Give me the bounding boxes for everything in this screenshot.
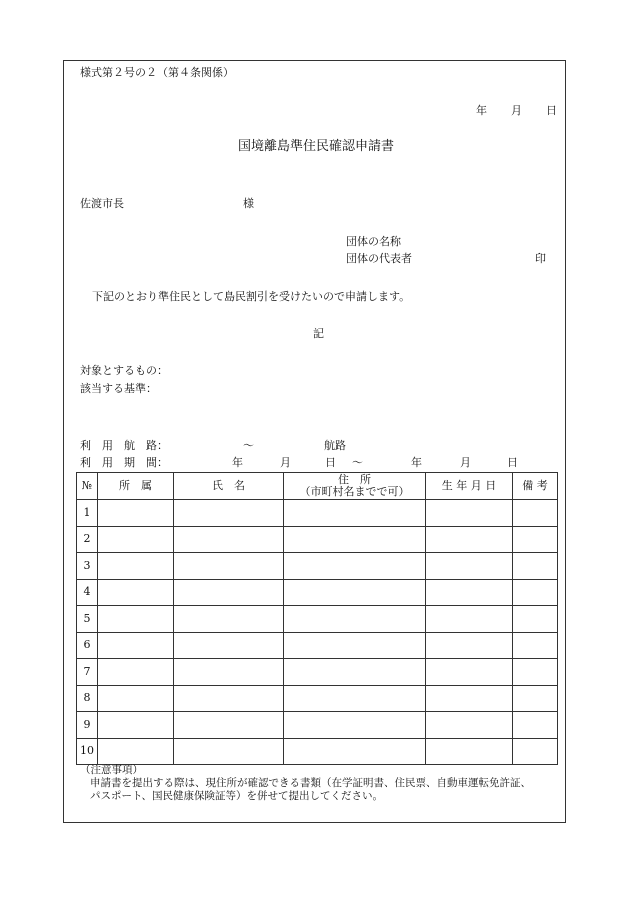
addressee-name: 佐渡市長 [80, 197, 124, 210]
criteria-label: 該当する基準： [80, 382, 157, 395]
cell-address[interactable] [284, 712, 426, 739]
notes-heading: （注意事項） [80, 764, 143, 776]
body-text: 下記のとおり準住民として島民割引を受けたいので申請します。 [92, 290, 411, 303]
cell-name[interactable] [174, 632, 284, 659]
cell-birthdate[interactable] [426, 712, 513, 739]
header-birthdate: 生 年 月 日 [426, 473, 513, 500]
cell-remarks[interactable] [513, 632, 558, 659]
addressee-honorific: 様 [243, 197, 254, 210]
header-remarks: 備 考 [513, 473, 558, 500]
cell-affiliation[interactable] [98, 553, 174, 580]
notes-section [80, 764, 560, 803]
row-number: 10 [77, 738, 98, 765]
cell-birthdate[interactable] [426, 659, 513, 686]
cell-name[interactable] [174, 553, 284, 580]
cell-address[interactable] [284, 606, 426, 633]
cell-address[interactable] [284, 632, 426, 659]
cell-name[interactable] [174, 500, 284, 527]
cell-remarks[interactable] [513, 553, 558, 580]
table-row [77, 738, 558, 765]
table-row [77, 685, 558, 712]
cell-address[interactable] [284, 659, 426, 686]
table-row [77, 579, 558, 606]
cell-remarks[interactable] [513, 579, 558, 606]
row-number: 4 [77, 579, 98, 606]
member-table [76, 472, 558, 765]
cell-birthdate[interactable] [426, 500, 513, 527]
header-address [284, 473, 426, 500]
cell-affiliation[interactable] [98, 579, 174, 606]
cell-address[interactable] [284, 553, 426, 580]
cell-name[interactable] [174, 526, 284, 553]
row-number: 2 [77, 526, 98, 553]
cell-birthdate[interactable] [426, 738, 513, 765]
header-address-note: （市町村名までで可） [299, 485, 410, 498]
table-row [77, 659, 558, 686]
route-suffix: 航路 [324, 439, 346, 452]
org-name-label: 団体の名称 [346, 235, 401, 248]
page-title: 国境離島準住民確認申請書 [238, 139, 395, 154]
cell-remarks[interactable] [513, 526, 558, 553]
cell-birthdate[interactable] [426, 632, 513, 659]
row-number: 7 [77, 659, 98, 686]
cell-address[interactable] [284, 579, 426, 606]
cell-affiliation[interactable] [98, 526, 174, 553]
cell-affiliation[interactable] [98, 712, 174, 739]
header-no: № [77, 473, 98, 500]
route-label: 利 用 航 路： [80, 439, 168, 452]
cell-remarks[interactable] [513, 500, 558, 527]
route-tilde: ～ [243, 439, 254, 452]
cell-name[interactable] [174, 579, 284, 606]
ki-heading: 記 [313, 327, 324, 340]
period-tilde: ～ [352, 456, 363, 469]
table-row [77, 553, 558, 580]
cell-affiliation[interactable] [98, 659, 174, 686]
cell-birthdate[interactable] [426, 579, 513, 606]
cell-address[interactable] [284, 738, 426, 765]
cell-address[interactable] [284, 685, 426, 712]
table-row [77, 632, 558, 659]
cell-affiliation[interactable] [98, 500, 174, 527]
cell-affiliation[interactable] [98, 606, 174, 633]
cell-affiliation[interactable] [98, 738, 174, 765]
header-name: 氏 名 [174, 473, 284, 500]
cell-remarks[interactable] [513, 712, 558, 739]
seal-mark: 印 [535, 252, 546, 265]
cell-birthdate[interactable] [426, 553, 513, 580]
form-number: 様式第２号の２（第４条関係） [80, 66, 234, 79]
cell-name[interactable] [174, 659, 284, 686]
table-header-row [77, 473, 558, 500]
row-number: 9 [77, 712, 98, 739]
period-label: 利 用 期 間： [80, 456, 168, 469]
table-row [77, 606, 558, 633]
table-row [77, 526, 558, 553]
period-day-2: 日 [507, 456, 518, 469]
row-number: 5 [77, 606, 98, 633]
cell-remarks[interactable] [513, 659, 558, 686]
header-affiliation: 所 属 [98, 473, 174, 500]
cell-birthdate[interactable] [426, 526, 513, 553]
cell-birthdate[interactable] [426, 606, 513, 633]
period-day-1: 日 [325, 456, 336, 469]
cell-address[interactable] [284, 526, 426, 553]
cell-remarks[interactable] [513, 685, 558, 712]
row-number: 3 [77, 553, 98, 580]
cell-name[interactable] [174, 685, 284, 712]
date-day: 日 [546, 104, 557, 117]
cell-affiliation[interactable] [98, 632, 174, 659]
cell-remarks[interactable] [513, 606, 558, 633]
cell-birthdate[interactable] [426, 685, 513, 712]
date-month: 月 [511, 104, 522, 117]
table-row [77, 500, 558, 527]
notes-line-2: パスポート、国民健康保険証等）を併せて提出してください。 [90, 790, 384, 802]
row-number: 6 [77, 632, 98, 659]
representative-label: 団体の代表者 [346, 252, 412, 265]
table-row [77, 712, 558, 739]
period-month-1: 月 [280, 456, 291, 469]
target-label: 対象とするもの： [80, 364, 168, 377]
date-year: 年 [476, 104, 487, 117]
period-month-2: 月 [460, 456, 471, 469]
cell-name[interactable] [174, 738, 284, 765]
period-year-1: 年 [232, 456, 243, 469]
row-number: 8 [77, 685, 98, 712]
cell-remarks[interactable] [513, 738, 558, 765]
period-year-2: 年 [411, 456, 422, 469]
cell-affiliation[interactable] [98, 685, 174, 712]
cell-address[interactable] [284, 500, 426, 527]
header-address-label: 住 所 [338, 473, 371, 486]
cell-name[interactable] [174, 606, 284, 633]
cell-name[interactable] [174, 712, 284, 739]
notes-line-1: 申請書を提出する際は、現住所が確認できる書類（在学証明書、住民票、自動車運転免許証、 [90, 777, 531, 789]
row-number: 1 [77, 500, 98, 527]
